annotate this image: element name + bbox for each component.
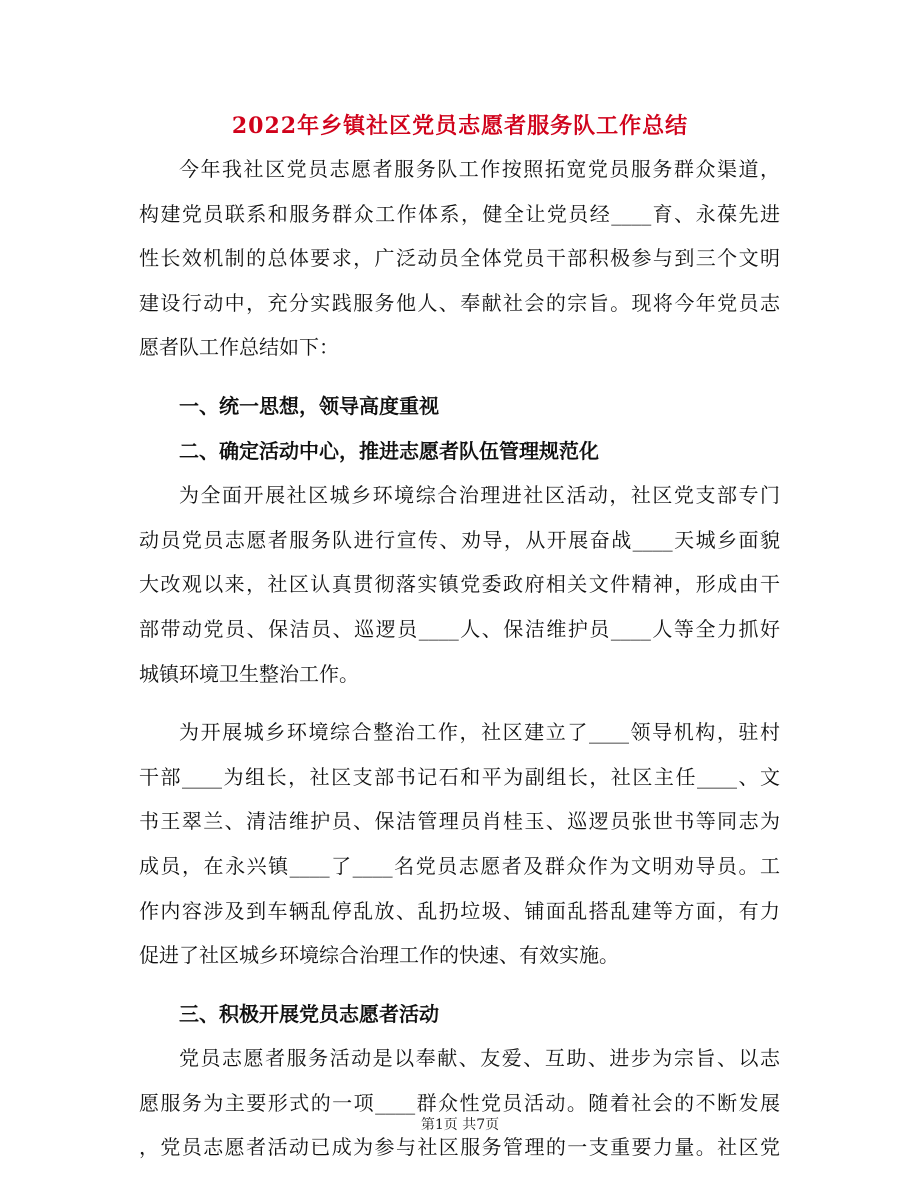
text-line: 建设行动中，充分实践服务他人、奉献社会的宗旨。现将今年党员志 xyxy=(139,290,780,315)
text-line: 为全面开展社区城乡环境综合治理进社区活动，社区党支部专门 xyxy=(179,483,780,508)
text-line: 动员党员志愿者服务队进行宣传、劝导，从开展奋战____天城乡面貌 xyxy=(139,527,780,552)
text-line: 大改观以来，社区认真贯彻落实镇党委政府相关文件精神，形成由干 xyxy=(139,572,780,597)
text-line: 城镇环境卫生整治工作。 xyxy=(139,661,359,686)
text-line: 成员，在永兴镇____了____名党员志愿者及群众作为文明劝导员。工 xyxy=(139,853,780,878)
text-line: 性长效机制的总体要求，广泛动员全体党员干部积极参与到三个文明 xyxy=(139,246,780,271)
document-title: 2022年乡镇社区党员志愿者服务队工作总结 xyxy=(231,113,689,139)
text-line: 部带动党员、保洁员、巡逻员____人、保洁维护员____人等全力抓好 xyxy=(139,616,780,641)
page-footer: 第1页 共7页 xyxy=(420,1117,500,1133)
text-line: 构建党员联系和服务群众工作体系，健全让党员经____育、永葆先进 xyxy=(139,201,780,226)
text-line: 促进了社区城乡环境综合治理工作的快速、有效实施。 xyxy=(139,943,619,968)
document-body xyxy=(139,147,780,1170)
section-heading: 二、确定活动中心，推进志愿者队伍管理规范化 xyxy=(179,438,599,463)
text-line: 干部____为组长，社区支部书记石和平为副组长，社区主任____、文 xyxy=(139,764,780,789)
section-heading: 一、统一思想，领导高度重视 xyxy=(179,393,439,418)
paragraph-spacer xyxy=(139,370,780,384)
text-line: 作内容涉及到车辆乱停乱放、乱扔垃圾、铺面乱搭乱建等方面，有力 xyxy=(139,898,780,923)
text-line: 愿者队工作总结如下： xyxy=(139,335,339,360)
section-heading: 三、积极开展党员志愿者活动 xyxy=(179,1001,439,1026)
paragraph-spacer xyxy=(139,696,780,710)
text-line: 书王翠兰、清洁维护员、保洁管理员肖桂玉、巡逻员张世书等同志为 xyxy=(139,809,780,834)
text-line: 愿服务为主要形式的一项____群众性党员活动。随着社会的不断发展 xyxy=(139,1090,780,1115)
text-line: 为开展城乡环境综合整治工作，社区建立了____领导机构，驻村 xyxy=(179,720,780,745)
text-line: 党员志愿者服务活动是以奉献、友爱、互助、进步为宗旨、以志 xyxy=(179,1046,780,1071)
text-line: 今年我社区党员志愿者服务队工作按照拓宽党员服务群众渠道， xyxy=(179,157,780,181)
text-line: ，党员志愿者活动已成为参与社区服务管理的一支重要力量。社区党 xyxy=(139,1135,780,1160)
paragraph-spacer xyxy=(139,978,780,992)
